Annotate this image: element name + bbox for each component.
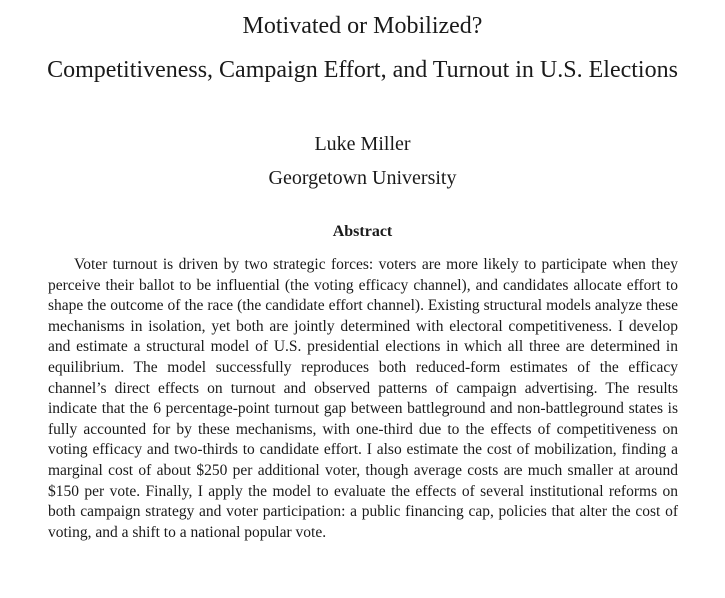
paper-title-line-2: Competitiveness, Campaign Effort, and Turnout in U.S. Elections — [47, 57, 678, 83]
abstract-heading: Abstract — [332, 223, 393, 240]
abstract-text: Voter turnout is driven by two strategic forces: voters are more likely to participate when they perceive their ballot to be influential (the voting efficacy channel), and candidates allocate effort to shape the outcome of the race (the candidate effort channel). Existing structural models analyze these mechanisms in isolation, yet both are jointly determined with electoral competitiveness. I develop and estimate a structural model of U.S. presidential elections in which all three are determined in equilibrium. The model successfully reproduces both reduced-form estimates of the efficacy channel’s direct effects on turnout and observed patterns of campaign advertising. The results indicate that the 6 percentage-point turnout gap between battleground and non-battleground states is fully accounted for by these mechanisms, with one-third due to the effects of competitiveness on voting efficacy and two-thirds to candidate effort. I also estimate the cost of mobilization, finding a marginal cost of about $250 per additional voter, though average costs are much smaller at around $150 per vote. Finally, I apply the model to evaluate the effects of several institutional reforms on both campaign strategy and voter participation: a public financing cap, policies that alter the cost of voting, and a shift to a national popular vote. — [48, 256, 678, 541]
author-affiliation: Georgetown University — [268, 167, 457, 189]
author-name: Luke Miller — [314, 133, 411, 155]
paper-title-line-1: Motivated or Mobilized? — [242, 13, 483, 39]
